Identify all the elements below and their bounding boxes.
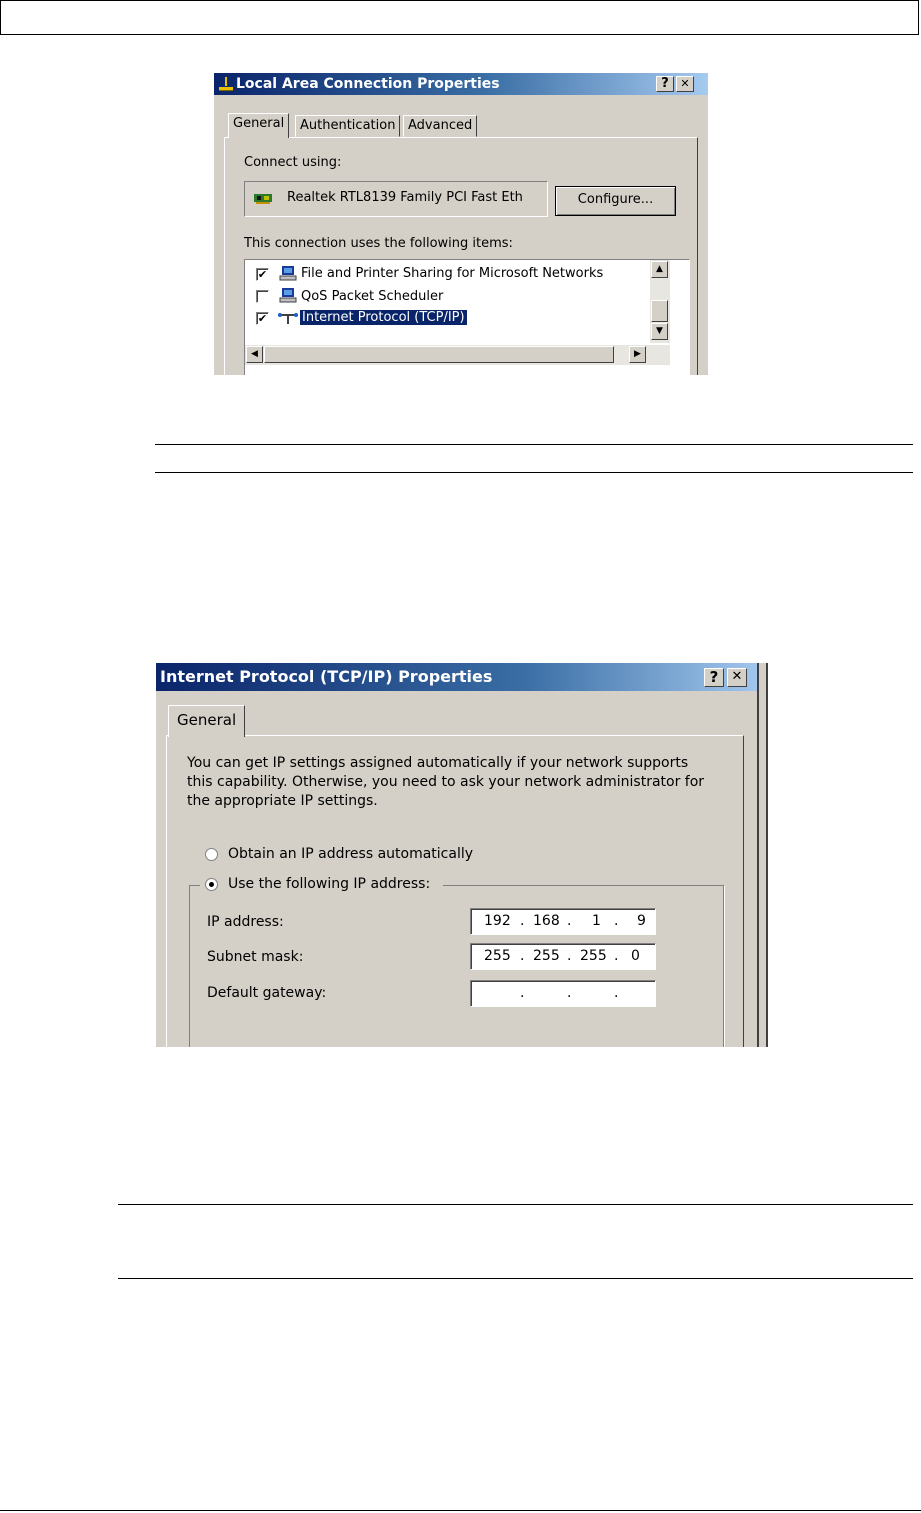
network-protocol-icon: [277, 311, 299, 329]
adapter-name: Realtek RTL8139 Family PCI Fast Eth: [287, 190, 523, 205]
default-gateway-label: Default gateway:: [207, 985, 327, 1001]
default-gateway-input[interactable]: [470, 980, 656, 1007]
tcpip-properties-dialog: [156, 663, 768, 1047]
title-bar[interactable]: [156, 663, 768, 691]
window-edge-inner: [759, 663, 766, 1047]
octet-dot: .: [520, 913, 525, 929]
divider-line: [118, 1204, 913, 1205]
octet-dot: .: [520, 948, 525, 964]
help-button[interactable]: ?: [704, 668, 724, 687]
items-list-label: This connection uses the following items:: [244, 236, 513, 251]
octet: 255: [533, 948, 560, 964]
list-item-selected[interactable]: [245, 308, 650, 330]
list-item-label: Internet Protocol (TCP/IP): [302, 310, 465, 325]
octet: 0: [631, 948, 640, 964]
dialog-title: Internet Protocol (TCP/IP) Properties: [160, 667, 493, 686]
general-tab-panel: [224, 137, 698, 375]
octet-dot: .: [567, 985, 572, 1001]
octet: 168: [533, 913, 560, 929]
description-line: You can get IP settings assigned automatically if your network supports: [187, 755, 689, 771]
computer-network-icon: [279, 265, 297, 287]
connect-using-label: Connect using:: [244, 155, 342, 170]
divider-line: [118, 1278, 913, 1279]
scroll-down-button[interactable]: ▼: [651, 323, 668, 340]
octet-dot: .: [614, 948, 619, 964]
scroll-up-button[interactable]: ▲: [651, 261, 668, 278]
octet-dot: .: [614, 913, 619, 929]
tab-advanced[interactable]: Advanced: [403, 115, 477, 137]
octet-dot: .: [614, 985, 619, 1001]
subnet-mask-input[interactable]: [470, 943, 656, 970]
network-adapter-icon: [254, 192, 272, 210]
close-button[interactable]: ✕: [676, 76, 694, 92]
title-bar[interactable]: [214, 73, 708, 95]
divider-line: [155, 472, 913, 473]
tab-general[interactable]: General: [228, 113, 289, 138]
scroll-left-button[interactable]: ◀: [246, 346, 263, 363]
local-area-connection-dialog: [214, 73, 708, 375]
item-checkbox[interactable]: [256, 290, 269, 303]
octet: 255: [580, 948, 607, 964]
computer-network-icon: [279, 287, 297, 309]
page-footer-line: [0, 1510, 921, 1511]
octet: 192: [484, 913, 511, 929]
radio-obtain-automatically-label: Obtain an IP address automatically: [228, 846, 474, 862]
close-button[interactable]: ✕: [727, 668, 747, 687]
page-header-box: [0, 0, 919, 35]
vertical-scrollbar[interactable]: [650, 260, 670, 343]
radio-use-following[interactable]: [205, 878, 218, 891]
scroll-right-button[interactable]: ▶: [629, 346, 646, 363]
scroll-thumb[interactable]: [264, 346, 614, 363]
horizontal-scrollbar[interactable]: [245, 345, 670, 365]
tab-general[interactable]: General: [168, 705, 245, 737]
octet: 1: [592, 913, 601, 929]
tab-authentication[interactable]: Authentication: [295, 115, 400, 137]
octet-dot: .: [567, 913, 572, 929]
octet-dot: .: [567, 948, 572, 964]
octet-dot: .: [520, 985, 525, 1001]
ip-address-label: IP address:: [207, 914, 284, 930]
list-item[interactable]: [245, 264, 650, 286]
configure-button[interactable]: Configure...: [555, 186, 676, 216]
components-list[interactable]: [244, 259, 690, 375]
general-tab-panel: [166, 735, 744, 1047]
radio-obtain-automatically[interactable]: [205, 848, 218, 861]
scroll-thumb[interactable]: [651, 300, 668, 322]
list-item-label: QoS Packet Scheduler: [301, 289, 444, 304]
description-line: this capability. Otherwise, you need to ask your network administrator for: [187, 774, 705, 790]
ip-address-input[interactable]: [470, 908, 656, 935]
help-button[interactable]: ?: [656, 76, 674, 92]
description-line: the appropriate IP settings.: [187, 793, 378, 809]
list-item[interactable]: [245, 286, 650, 308]
octet: 9: [637, 913, 646, 929]
item-checkbox[interactable]: ✔: [257, 268, 268, 281]
divider-line: [155, 444, 913, 445]
network-connection-icon: [218, 76, 234, 92]
octet: 255: [484, 948, 511, 964]
list-item-label: File and Printer Sharing for Microsoft Networks: [301, 266, 604, 281]
item-checkbox[interactable]: ✔: [257, 312, 268, 325]
subnet-mask-label: Subnet mask:: [207, 949, 304, 965]
dialog-title: Local Area Connection Properties: [236, 76, 500, 92]
adapter-field: [244, 181, 548, 217]
radio-use-following-label: Use the following IP address:: [228, 876, 431, 892]
